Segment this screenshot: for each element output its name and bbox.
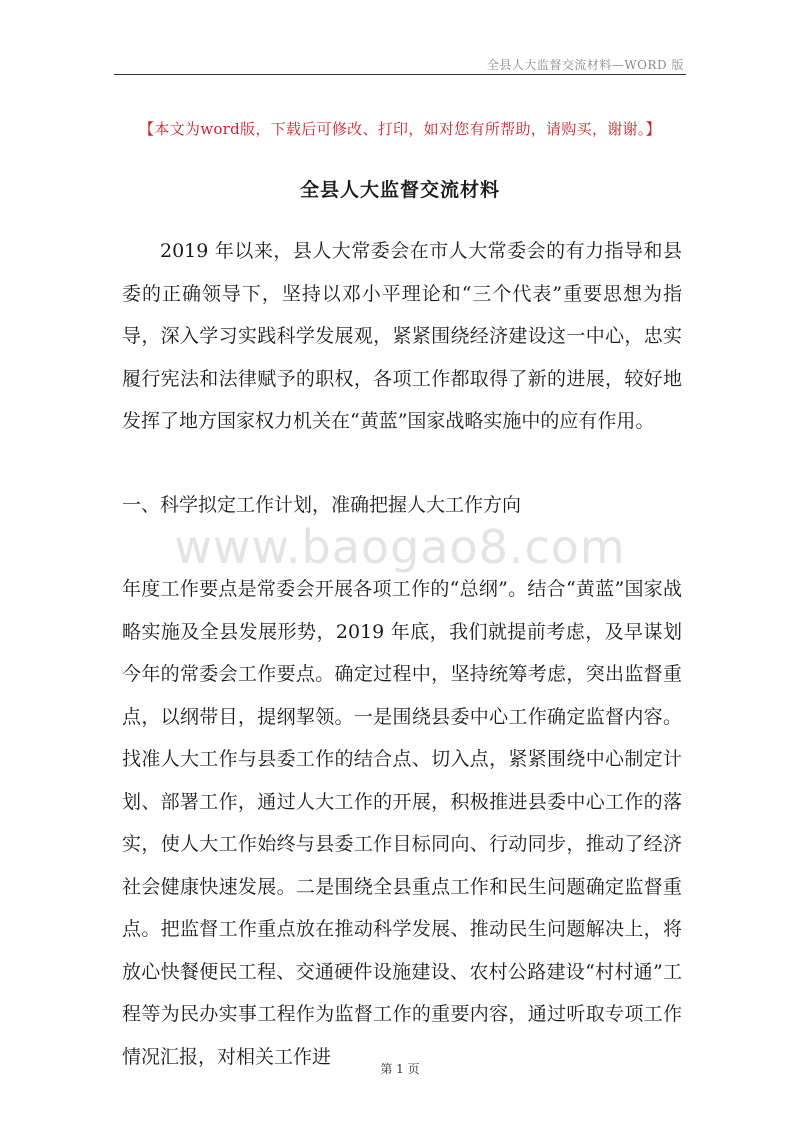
section-1-paragraph: 年度工作要点是常委会开展各项工作的“总纲”。结合“黄蓝”国家战略实施及全县发展形势，2019 年底，我们就提前考虑，及早谋划今年的常委会工作要点。确定过程中，坚持统筹考虑，突出监督重点，以纲带目，提纲挈领。一是围绕县委中心工作确定监督内容。找准人大工作与县委工作的结合点、切入点，紧紧围绕中心制定计划、部署工作，通过人大工作的开展，积极推进县委中心工作的落实，使人大工作始终与县委工作目标同向、行动同步，推动了经济社会健康快速发展。二是围绕全县重点工作和民生问题确定监督重点。把监督工作重点放在推动科学发展、推动民生问题解决上，将放心快餐便民工程、交通硬件设施建设、农村公路建设“村村通”工程等为民办实事工程作为监督工作的重要内容，通过听取专项工作情况汇报，对相关工作进 [122, 578, 682, 1068]
section-heading-1: 一、科学拟定工作计划，准确把握人大工作方向 [122, 494, 522, 516]
download-notice: 【本文为word版，下载后可修改、打印，如对您有所帮助，请购买，谢谢。】 [139, 120, 661, 138]
running-header: 全县人大监督交流材料—WORD 版 [486, 58, 684, 72]
header-rule [114, 74, 686, 75]
page-number: 第 1 页 [380, 1062, 420, 1076]
watermark-text: www.baogao8.com [174, 520, 626, 574]
document-title: 全县人大监督交流材料 [299, 179, 500, 201]
intro-paragraph: 2019 年以来，县人大常委会在市人大常委会的有力指导和县委的正确领导下，坚持以邓小平理论和“三个代表”重要思想为指导，深入学习实践科学发展观，紧紧围绕经济建设这一中心，忠实履行宪法和法律赋予的职权，各项工作都取得了新的进展，较好地发挥了地方国家权力机关在“黄蓝”国家战略实施中的应有作用。 [122, 240, 682, 432]
